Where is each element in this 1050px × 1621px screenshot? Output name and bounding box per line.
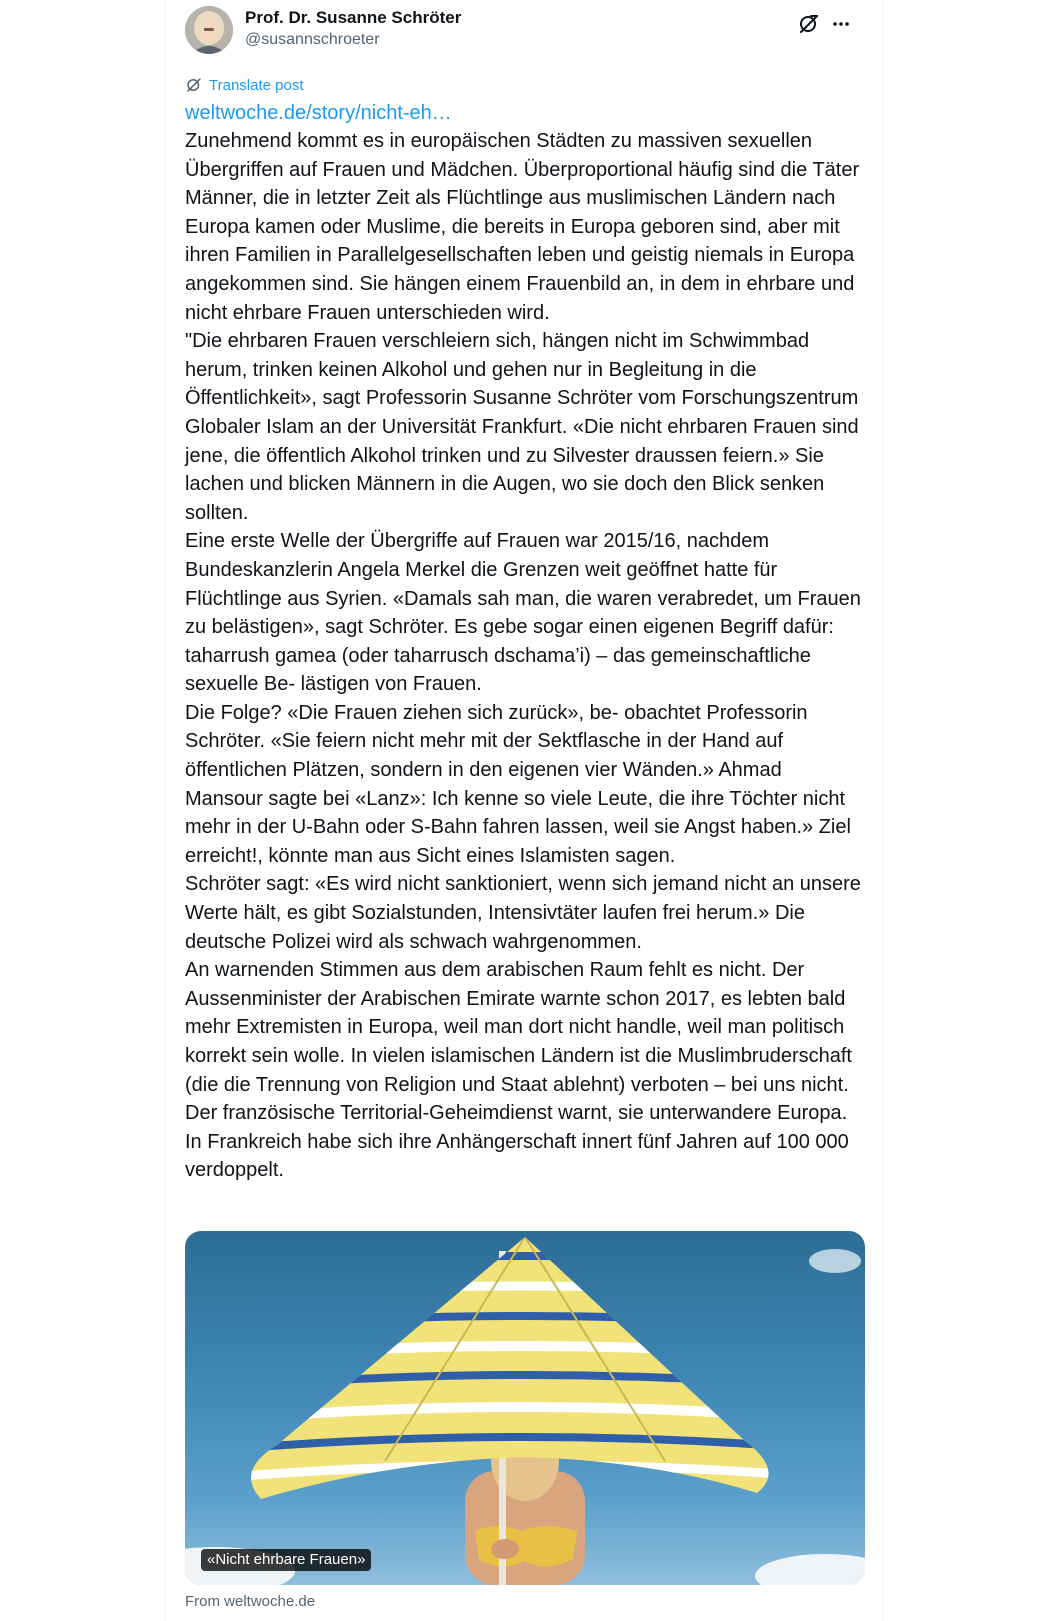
card-image — [185, 1231, 865, 1585]
author-block[interactable] — [245, 7, 461, 51]
author-handle[interactable]: @susannschroeter — [245, 31, 380, 48]
grok-icon[interactable] — [797, 12, 821, 36]
link-card[interactable] — [185, 1231, 865, 1585]
more-icon[interactable] — [829, 12, 853, 36]
card-source[interactable]: From weltwoche.de — [185, 1593, 316, 1610]
translate-post-button[interactable] — [185, 74, 304, 96]
post-header — [185, 6, 865, 56]
card-title-label: «Nicht ehrbare Frauen» — [201, 1549, 371, 1571]
post-paragraph: Zunehmend kommt es in europäischen Städten zu massiven sexuellen Übergriffen auf Frauen und Mädchen. Überproportional häufig sind die Täter Männer, die in letzter Zeit als Flüchtlinge aus muslimischen Ländern nach Europa kamen oder Muslime, die bereits in Europa geboren sind, aber mit ihren Familien in Parallelgesellschaften leben und geistig niemals in Europa angekommen sind. Sie hängen einem Frauenbild an, in dem in ehrbare und nicht ehrbare Frauen unterschieden wird. — [185, 130, 860, 324]
translate-post-label: Translate post — [209, 76, 304, 94]
post-article — [164, 0, 884, 1621]
avatar-photo — [185, 6, 233, 54]
post-paragraph: "Die ehrbaren Frauen verschleiern sich, hängen nicht im Schwimmbad herum, trinken keinen Alkohol und gehen nur in Begleitung in die Öffentlichkeit», sagt Professorin Susanne Schröter vom Forschungszentrum Globaler Islam an der Universität Frankfurt. «Die nicht ehrbaren Frauen sind jene, die öffentlich Alkohol trinken und zu Silvester draussen feiern.» Sie lachen und blicken Männern in die Augen, wo sie doch den Blick senken sollten. — [185, 330, 859, 524]
author-display-name[interactable]: Prof. Dr. Susanne Schröter — [245, 8, 462, 27]
post-paragraph: Eine erste Welle der Übergriffe auf Frauen war 2015/16, nachdem Bundeskanzlerin Angela Merkel die Grenzen weit geöffnet hatte für Flüchtlinge aus Syrien. «Damals sah man, die waren verabredet, um Frauen zu belästigen», sagt Schröter. Es gebe sogar einen eigenen Begriff dafür: taharrush gamea (oder taharrusch dschama’i) – das gemeinschaftliche sexuelle Be- lästigen von Frauen. — [185, 530, 861, 696]
post-text — [185, 127, 865, 1185]
translate-icon — [185, 76, 203, 94]
post-paragraph: Schröter sagt: «Es wird nicht sanktioniert, wenn sich jemand nicht an unsere Werte hält, es gibt Sozialstunden, Intensivtäter laufen frei herum.» Die deutsche Polizei wird als schwach wahrgenommen. — [185, 873, 861, 953]
avatar[interactable] — [185, 6, 233, 54]
post-paragraph: Die Folge? «Die Frauen ziehen sich zurück», be- obachtet Professorin Schröter. «Sie feiern nicht mehr mit der Sektflasche in der Hand auf öffentlichen Plätzen, sondern in den eigenen vier Wänden.» Ahmad Mansour sagte bei «Lanz»: Ich kenne so viele Leute, die ihre Töchter nicht mehr in der U-Bahn oder S-Bahn fahren lassen, weil sie Angst haben.» Ziel erreicht!, könnte man aus Sicht eines Islamisten sagen. — [185, 701, 851, 867]
post-paragraph: An warnenden Stimmen aus dem arabischen Raum fehlt es nicht. Der Aussenminister der Arabischen Emirate warnte schon 2017, es lebten bald mehr Extremisten in Europa, weil man dort nicht handle, weil man politisch korrekt sein wolle. In vielen islamischen Ländern ist die Muslimbruderschaft (die die Trennung von Religion und Staat ablehnt) verboten – bei uns nicht. Der französische Territorial-Geheimdienst warnt, sie unterwandere Europa. In Frankreich habe sich ihre Anhängerschaft innert fünf Jahren auf 100 000 verdoppelt. — [185, 959, 852, 1182]
article-link[interactable]: weltwoche.de/story/nicht-eh… — [185, 102, 452, 124]
